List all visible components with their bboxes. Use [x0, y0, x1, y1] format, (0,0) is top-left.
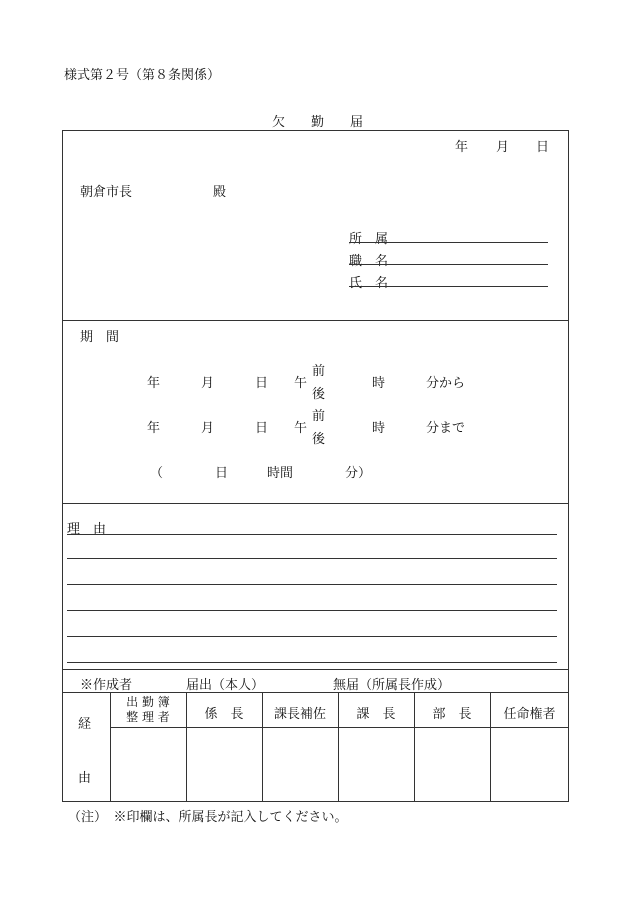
date-day-label: 日 [536, 140, 550, 155]
dept-label: 所 属 [349, 232, 389, 247]
route-header-department-head: 部 長 [432, 707, 472, 722]
to-day: 日 [255, 421, 269, 436]
route-header-chief: 係 長 [204, 707, 244, 722]
position-label: 職 名 [349, 254, 389, 269]
to-minute: 分まで [426, 421, 466, 436]
from-pm: 後 [312, 387, 326, 402]
total-day: 日 [215, 466, 229, 481]
from-minute: 分から [426, 376, 466, 391]
reason-line-1[interactable] [67, 534, 557, 535]
reason-line-6[interactable] [67, 662, 557, 663]
divider-creator [62, 669, 569, 670]
to-month: 月 [201, 421, 215, 436]
creator-option-self[interactable]: 届出（本人） [186, 678, 265, 693]
from-month: 月 [201, 376, 215, 391]
to-am: 前 [312, 409, 326, 424]
reason-line-4[interactable] [67, 610, 557, 611]
from-am: 前 [312, 364, 326, 379]
addressee-name: 朝倉市長 [80, 185, 133, 200]
to-ampm-prefix: 午 [294, 421, 308, 436]
to-year: 年 [147, 421, 161, 436]
reason-line-2[interactable] [67, 558, 557, 559]
name-label: 氏 名 [349, 276, 389, 291]
period-label: 期 間 [80, 330, 120, 345]
stamp-cell-assistant-manager[interactable] [263, 728, 337, 801]
name-field[interactable] [349, 286, 548, 287]
stamp-cell-attendance-clerk[interactable] [111, 728, 185, 801]
total-open: （ [150, 466, 164, 481]
creator-option-unreported[interactable]: 無届（所属長作成） [333, 678, 451, 693]
from-ampm-prefix: 午 [294, 376, 308, 391]
total-hours: 時間 [267, 466, 294, 481]
route-header-appointing-authority: 任命権者 [503, 707, 556, 722]
route-header-section-manager: 課 長 [356, 707, 396, 722]
to-hour: 時 [372, 421, 386, 436]
form-number: 様式第２号（第８条関係） [64, 68, 221, 83]
reason-line-3[interactable] [67, 584, 557, 585]
to-pm: 後 [312, 432, 326, 447]
from-hour: 時 [372, 376, 386, 391]
from-year: 年 [147, 376, 161, 391]
route-header-assistant-manager: 課長補佐 [273, 707, 326, 722]
dept-field[interactable] [349, 242, 548, 243]
divider-route [62, 692, 569, 693]
reason-label: 理 由 [67, 522, 107, 537]
route-label-top: 経 [78, 717, 92, 732]
divider-period [62, 320, 569, 321]
route-header-attendance-clerk: 出 勤 簿 整 理 者 [126, 695, 170, 724]
stamp-cell-department-head[interactable] [415, 728, 489, 801]
from-day: 日 [255, 376, 269, 391]
date-year-label: 年 [455, 140, 469, 155]
footnote: （注） ※印欄は、所属長が記入してください。 [68, 810, 348, 825]
total-minutes: 分） [345, 466, 372, 481]
route-label-bottom: 由 [78, 771, 92, 786]
form-title: 欠 勤 届 [272, 115, 364, 130]
stamp-cell-chief[interactable] [187, 728, 261, 801]
stamp-cell-appointing-authority[interactable] [491, 728, 568, 801]
position-field[interactable] [349, 264, 548, 265]
addressee-honorific: 殿 [213, 185, 227, 200]
date-month-label: 月 [496, 140, 510, 155]
divider-reason [62, 503, 569, 504]
creator-label: ※作成者 [80, 678, 133, 693]
stamp-cell-section-manager[interactable] [339, 728, 413, 801]
reason-line-5[interactable] [67, 636, 557, 637]
